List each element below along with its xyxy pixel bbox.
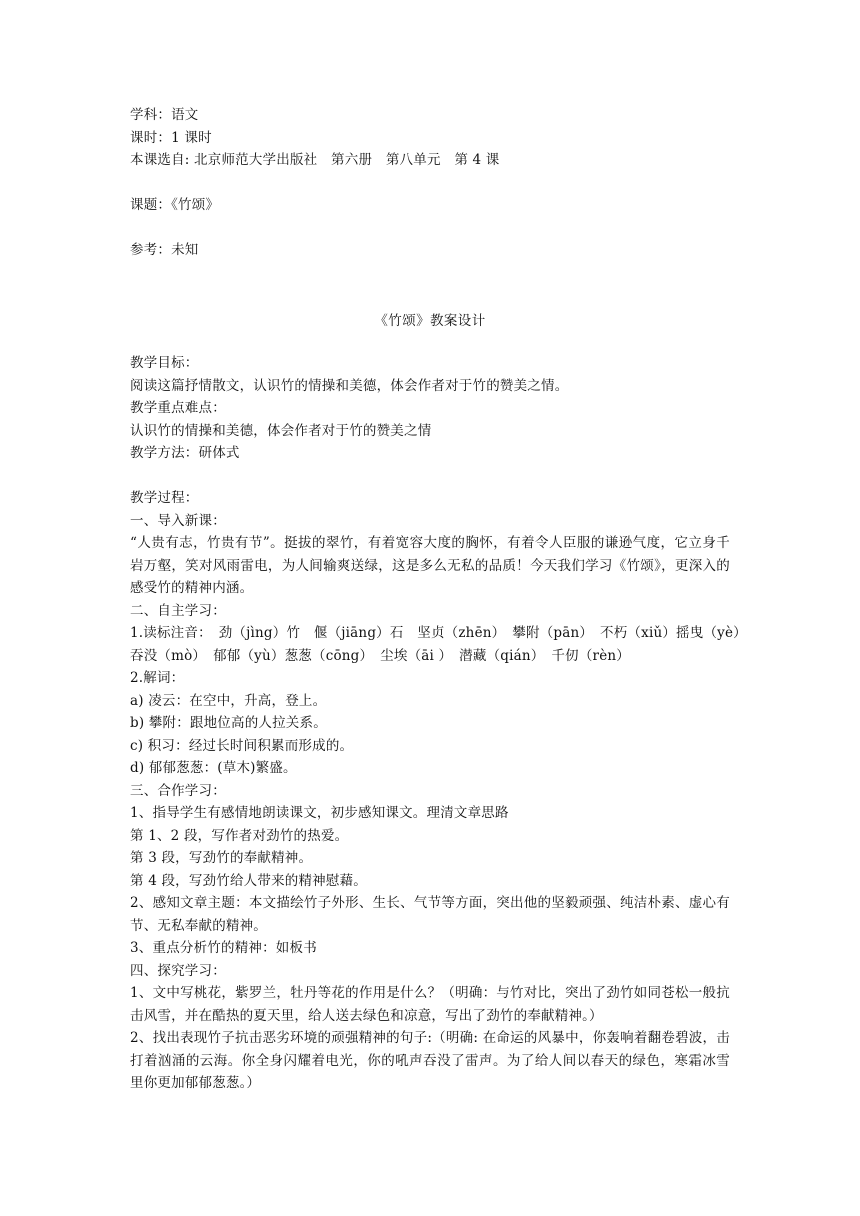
section-3-paragraph-2: 第 3 段，写劲竹的奉献精神。 bbox=[130, 850, 313, 866]
goals-block bbox=[130, 352, 730, 465]
section-4-item-2: 2、找出表现竹子抗击恶劣环境的顽强精神的句子:（明确: 在命运的风暴中，你轰响着翻卷碧波，击打着汹涌的云海。你全身闪耀着电光，你的吼声吞没了雷声。为了给人间以春天的绿色，寒霜冰雪里你更加郁郁葱葱。） bbox=[130, 1030, 730, 1091]
goals-text: 阅读这篇抒情散文，认识竹的情操和美德，体会作者对于竹的赞美之情。 bbox=[130, 377, 569, 394]
word-b: b) 攀附：跟地位高的人拉关系。 bbox=[130, 715, 327, 731]
process-label: 教学过程： bbox=[130, 490, 199, 506]
topic-line: 课题：《竹颂》 bbox=[130, 197, 220, 213]
section-3-title: 三、合作学习： bbox=[130, 782, 226, 799]
process-block bbox=[130, 487, 747, 1095]
pinyin-line-1: 1.读标注音： 劲（jìng）竹 偃（jiāng）石 坚贞（zhēn） 攀附（pān） 不朽（xiǔ）摇曳（yè） bbox=[130, 625, 747, 641]
section-3-paragraph-3: 第 4 段，写劲竹给人带来的精神慰藉。 bbox=[130, 872, 367, 889]
subject-line: 学科：语文 bbox=[130, 107, 199, 123]
section-3-item-1: 1、指导学生有感情地朗读课文，初步感知课文。理清文章思路 bbox=[130, 805, 509, 821]
reference-block bbox=[130, 239, 730, 262]
method-line: 教学方法：研体式 bbox=[130, 445, 240, 461]
section-1-text: “人贵有志，竹贵有节”。挺拔的翠竹，有着宽容大度的胸怀，有着令人臣服的谦逊气度，它立身千岩万壑，笑对风雨雷电，为人间输爽送绿，这是多么无私的品质！今天我们学习《竹颂》，更深入的感受竹的精神内涵。 bbox=[130, 535, 730, 596]
hours-line: 课时：1 课时 bbox=[130, 129, 212, 146]
topic-block bbox=[130, 194, 730, 217]
key-points-text: 认识竹的情操和美德，体会作者对于竹的赞美之情 bbox=[130, 422, 432, 439]
section-3-item-3: 3、重点分析竹的精神：如板书 bbox=[130, 940, 317, 956]
source-line: 本课选自: 北京师范大学出版社 第六册 第八单元 第 4 课 bbox=[130, 152, 500, 168]
section-2-title: 二、自主学习： bbox=[130, 602, 226, 619]
goals-label: 教学目标： bbox=[130, 355, 199, 371]
document-title: 《竹颂》教案设计 bbox=[374, 313, 486, 329]
section-3-paragraph-1: 第 1、2 段，写作者对劲竹的热爱。 bbox=[130, 827, 349, 844]
reference-line: 参考：未知 bbox=[130, 242, 199, 258]
word-c: c) 积习：经过长时间积累而形成的。 bbox=[130, 737, 354, 754]
section-4-item-1: 1、文中写桃花，紫罗兰，牡丹等花的作用是什么？（明确：与竹对比，突出了劲竹如同苍松一般抗击风雪，并在酷热的夏天里，给人送去绿色和凉意，写出了劲竹的奉献精神。） bbox=[130, 985, 730, 1024]
key-points-label: 教学重点难点： bbox=[130, 400, 226, 416]
section-4-title: 四、探究学习： bbox=[130, 962, 226, 979]
pinyin-line-2: 吞没（mò） 郁郁（yù）葱葱（cōng） 尘埃（āi ） 潜藏（qián） 千仞（rèn） bbox=[130, 647, 630, 664]
words-title: 2.解词： bbox=[130, 670, 185, 686]
section-1-title: 一、导入新课： bbox=[130, 512, 226, 529]
header-block bbox=[130, 104, 730, 172]
section-3-item-2: 2、感知文章主题：本文描绘竹子外形、生长、气节等方面，突出他的坚毅顽强、纯洁朴素、虚心有节、无私奉献的精神。 bbox=[130, 895, 730, 934]
word-d: d) 郁郁葱葱：(草木)繁盛。 bbox=[130, 760, 297, 776]
word-a: a) 凌云：在空中，升高，登上。 bbox=[130, 692, 327, 709]
